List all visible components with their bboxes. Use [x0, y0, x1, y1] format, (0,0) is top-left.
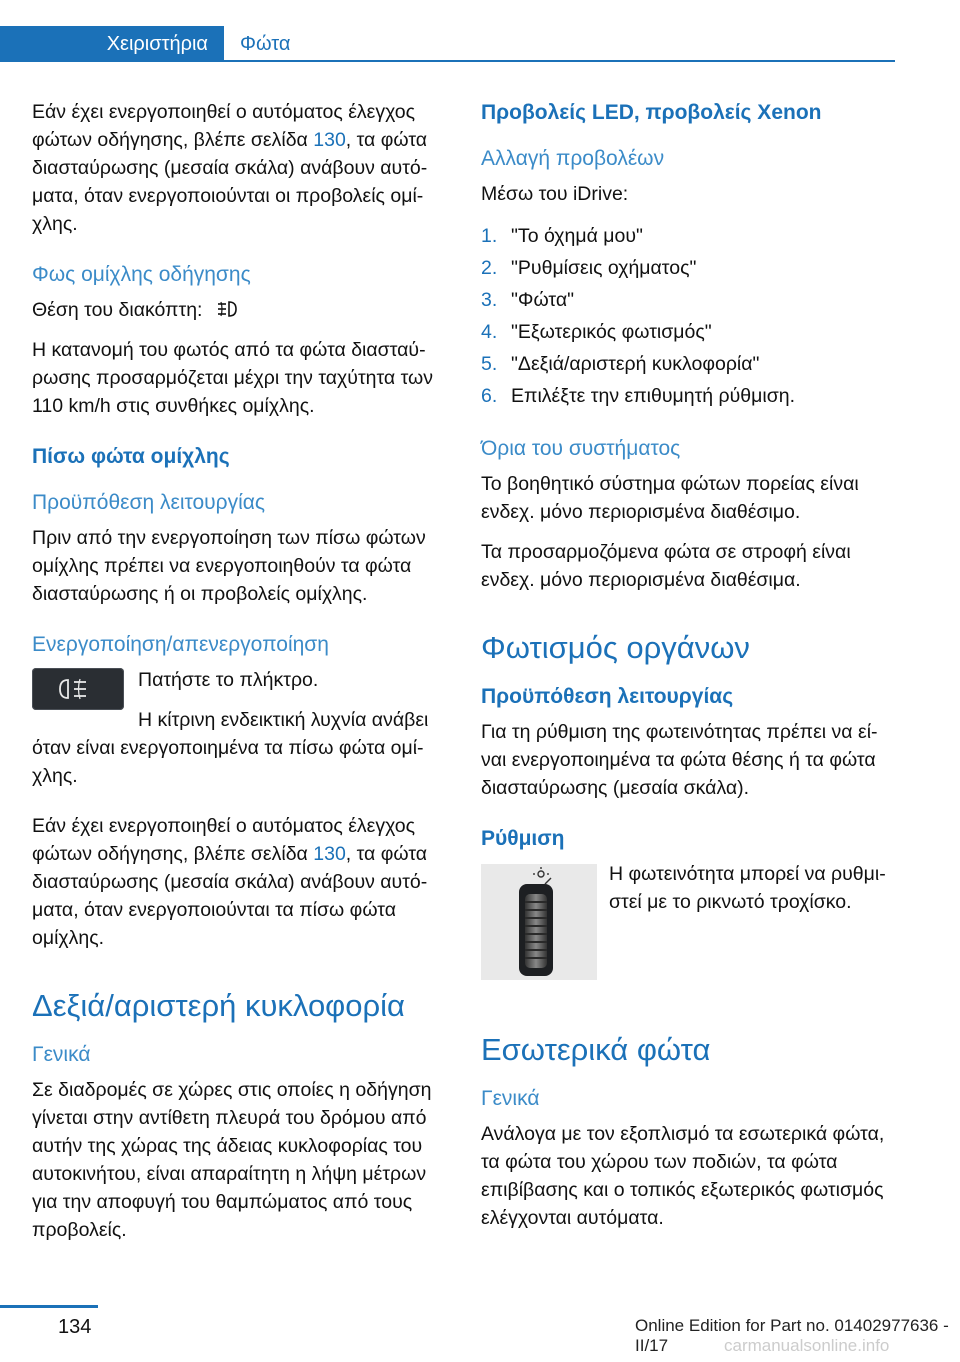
rear-fog-button-block	[32, 666, 450, 802]
steps-list	[481, 220, 901, 412]
limits-paragraph-2: Τα προσαρμοζόμενα φώτα σε στροφή είναι ενδεχ. μόνο περιορισμένα διαθέσιμα.	[481, 541, 851, 591]
list-item: 5. "Δεξιά/αριστερή κυκλοφορία"	[481, 353, 760, 375]
list-item: 4. "Εξωτερικός φωτισμός"	[481, 321, 712, 343]
prerequisite-paragraph: Για τη ρύθμιση της φωτεινότητας πρέπει να εί-ναι ενεργοποιημένα τα φώτα θέσης ή τα φώτα διασταύρωσης (μεσαία σκάλα).	[481, 721, 878, 799]
tab-lights[interactable]: Φώτα	[240, 33, 291, 55]
heading-general: Γενικά	[32, 1043, 91, 1066]
rear-fog-button-icon	[32, 668, 124, 710]
heading-fog-driving-light: Φως ομίχλης οδήγησης	[32, 263, 251, 286]
header-bar	[0, 26, 895, 62]
via-idrive-text: Μέσω του iDrive:	[481, 183, 629, 205]
heading-led-xenon: Προβολείς LED, προβολείς Xenon	[481, 101, 822, 124]
fog-driving-paragraph: Η κατανομή του φωτός από τα φώτα διασταύ-ρωσης προσαρμόζεται μέχρι την ταχύτητα των 110 km/h στις συνθήκες ομίχλης.	[32, 339, 434, 417]
heading-system-limits: Όρια του συστήματος	[481, 437, 681, 460]
list-item: 1. "Το όχημά μου"	[481, 225, 643, 247]
header-rule	[224, 60, 895, 62]
edition-text: Online Edition for Part no. 01402977636 - II/17	[635, 1316, 949, 1355]
press-key-text: Πατήστε το πλήκτρο.	[138, 669, 319, 691]
indicator-paragraph: Η κίτρινη ενδεικτική λυχνία ανάβει όταν είναι ενεργοποιημένα τα πίσω φώτα ομί-χλης.	[32, 709, 429, 787]
auto-rear-fog-paragraph: Εάν έχει ενεργοποιηθεί ο αυτόματος έλεγχος φώτων οδήγησης, βλέπε σελίδα 130, τα φώτα διασταύρωσης (μεσαία σκάλα) ανάβουν αυτό-ματα, όταν ενεργοποιούνται τα πίσω φώτα ομίχλης.	[32, 815, 428, 949]
adjust-paragraph: Η φωτεινότητα μπορεί να ρυθμι-στεί με το ρικνωτό τροχίσκο.	[609, 863, 886, 913]
auto-headlight-paragraph: Εάν έχει ενεργοποιηθεί ο αυτόματος έλεγχος φώτων οδήγησης, βλέπε σελίδα 130, τα φώτα διασταύρωσης (μεσαία σκάλα) ανάβουν αυτό-ματα, όταν ενεργοποιούνται οι προβολείς ομί-χλης.	[32, 101, 428, 235]
page-number: 134	[58, 1316, 92, 1338]
brightness-wheel-icon	[481, 864, 597, 980]
page-link[interactable]: 130	[313, 843, 346, 865]
left-column	[32, 98, 450, 1256]
fog-light-switch-icon	[214, 299, 240, 319]
right-column	[481, 98, 901, 1244]
heading-change-headlights: Αλλαγή προβολέων	[481, 147, 665, 170]
watermark-text: carmanualsonline.info	[724, 1336, 890, 1355]
heading-prerequisite: Προϋπόθεση λειτουργίας	[481, 685, 734, 708]
general-paragraph: Σε διαδρομές σε χώρες στις οποίες η οδήγηση γίνεται στην αντίθετη πλευρά του δρόμου από αυτήν της χώρας της άδειας κυκλοφορίας του αυτοκινήτου, είναι απαραίτητη η λήψη μέτρων για την αποφυγή του θαμπώματος από τους προβολείς.	[32, 1079, 432, 1241]
heading-prerequisite: Προϋπόθεση λειτουργίας	[32, 491, 266, 514]
interior-general-paragraph: Ανάλογα με τον εξοπλισμό τα εσωτερικά φώτα, τα φώτα του χώρου των ποδιών, τα φώτα επιβίβασης και ο τοπικός εξωτερικός φωτισμός ελέγχονται αυτόματα.	[481, 1123, 885, 1229]
switch-position: Θέση του διακόπτη:	[32, 296, 450, 324]
heading-on-off: Ενεργοποίηση/απενεργοποίηση	[32, 633, 329, 656]
tab-controls[interactable]: Χειριστήρια	[0, 26, 224, 62]
list-item: 6. Επιλέξτε την επιθυμητή ρύθμιση.	[481, 385, 795, 407]
footer-rule	[0, 1305, 98, 1308]
page-link[interactable]: 130	[313, 129, 346, 151]
heading-general: Γενικά	[481, 1087, 540, 1110]
heading-rear-fog-lights: Πίσω φώτα ομίχλης	[32, 445, 230, 468]
list-item: 3. "Φώτα"	[481, 289, 575, 311]
heading-traffic-side: Δεξιά/αριστερή κυκλοφορία	[32, 988, 405, 1023]
heading-adjustment: Ρύθμιση	[481, 827, 565, 850]
limits-paragraph-1: Το βοηθητικό σύστημα φώτων πορείας είναι ενδεχ. μόνο περιορισμένα διαθέσιμο.	[481, 473, 859, 523]
heading-interior-lights: Εσωτερικά φώτα	[481, 1032, 711, 1067]
list-item: 2. "Ρυθμίσεις οχήματος"	[481, 257, 697, 279]
heading-instrument-lighting: Φωτισμός οργάνων	[481, 630, 750, 665]
brightness-wheel-block	[481, 860, 901, 990]
prerequisite-paragraph: Πριν από την ενεργοποίηση των πίσω φώτων ομίχλης πρέπει να ενεργοποιηθούν τα φώτα διασταύρωσης ή οι προβολείς ομίχλης.	[32, 527, 426, 605]
